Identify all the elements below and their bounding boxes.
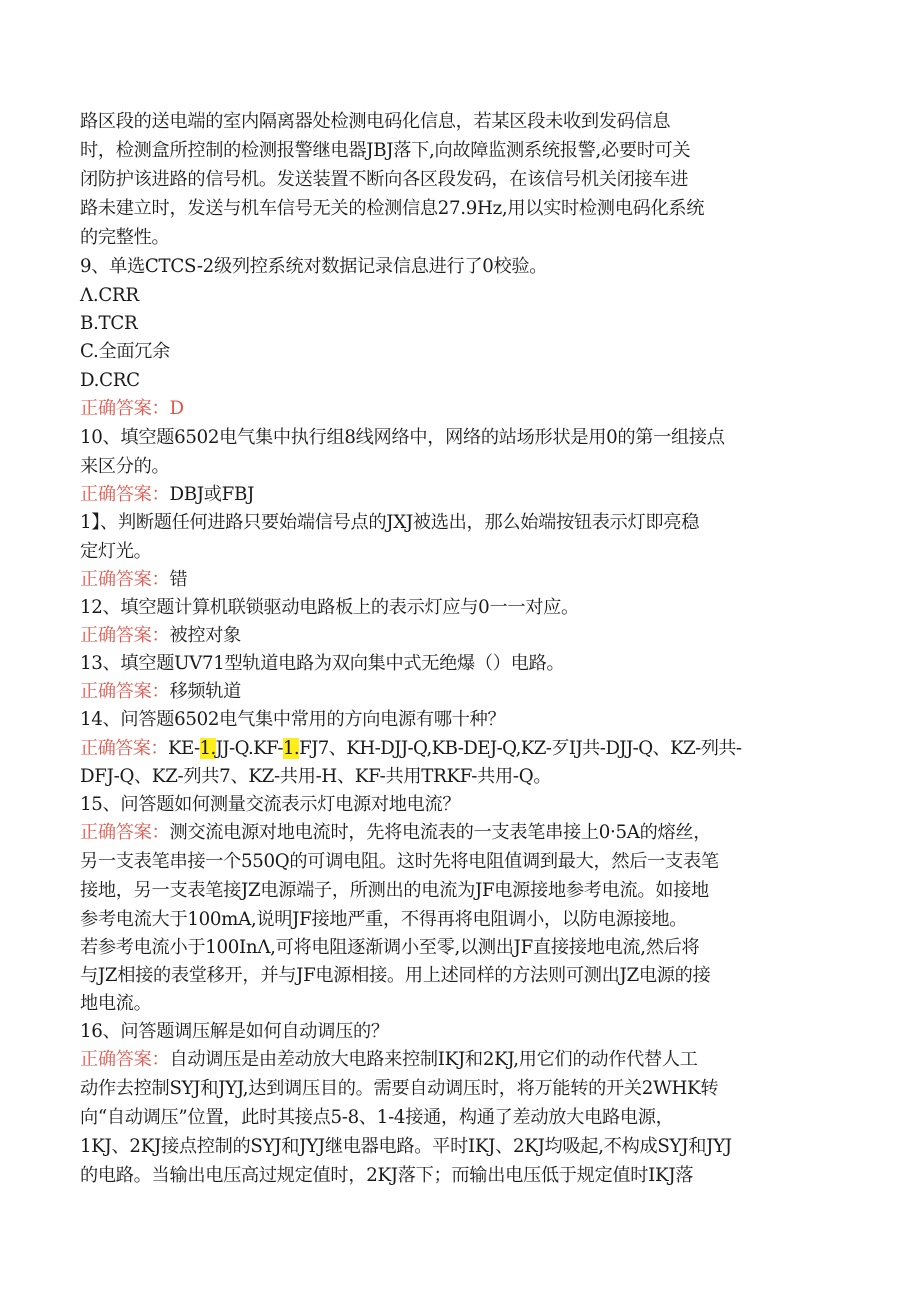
- answer-16-line: 向“自动调压”位置，此时其接点5-8、1-4接通，构通了差动放大电路电源，: [80, 1107, 674, 1128]
- answer-15: [80, 819, 850, 847]
- option-b: B.TCR: [80, 313, 138, 334]
- answer-15-line: 另一支表笔串接一个550Q的可调电阻。这时先将电阻值调到最大，然后一支表笔: [80, 851, 719, 872]
- answer-part: FJ7、KH-DJJ-Q,KB-DEJ-Q,KZ-歹IJ共-DJJ-Q、KZ-列共-: [299, 738, 742, 759]
- answer-label: 正确答案：: [80, 569, 170, 590]
- answer-part: JJ-Q.KF-: [215, 738, 283, 759]
- answer-label: 正确答案：: [80, 822, 170, 843]
- answer-10: [80, 481, 850, 509]
- question-14: 14、问答题6502电气集中常用的方向电源有哪十种？: [80, 709, 506, 730]
- answer-15-line: 参考电流大于100mA,说明JF接地严重，不得再将电阻调小，以防电源接地。: [80, 909, 688, 930]
- answer-16: [80, 1046, 850, 1074]
- option-c: C.全面冗余: [80, 341, 170, 362]
- question-10-line-1: 10、填空题6502电气集中执行组8线网络中，网络的站场形状是用0的第一组接点: [80, 427, 725, 448]
- text-line: 路区段的送电端的室内隔离器处检测电码化信息，若某区段未收到发码信息: [80, 111, 671, 132]
- answer-13: [80, 678, 850, 706]
- question-13: 13、填空题UV71型轨道电路为双向集中式无绝爆（）电路。: [80, 653, 565, 674]
- text-line: 路未建立时，发送与机车信号无关的检测信息27.9Hz,用以实时检测电码化系统: [80, 198, 705, 219]
- answer-14-line-2: DFJ-Q、KZ-列共7、KZ-共用-H、KF-共用TRKF-共用-Q。: [80, 766, 552, 787]
- answer-value: 错: [169, 569, 188, 590]
- answer-16-line: 动作去控制SYJ和JYJ,达到调压目的。需要自动调压时，将万能转的开关2WHK转: [80, 1078, 719, 1099]
- text-line: 闭防护该进路的信号机。发送装置不断向各区段发码，在该信号机关闭接车进: [80, 169, 689, 190]
- option-d: D.CRC: [80, 370, 140, 391]
- highlight: 1.: [199, 738, 216, 759]
- answer-14: [80, 735, 850, 763]
- answer-15-line: 与JZ相接的表堂移开，并与JF电源相接。用上述同样的方法则可测出JZ电源的接: [80, 965, 711, 986]
- highlight: 1.: [282, 738, 300, 759]
- question-10-line-2: 来区分的。: [80, 456, 170, 477]
- answer-9: [80, 395, 850, 423]
- question-15: 15、问答题如何测量交流表示灯电源对地电流？: [80, 794, 461, 815]
- answer-value: D: [169, 398, 184, 419]
- answer-value: 移频轨道: [169, 681, 242, 702]
- answer-16-line: 的电路。当输出电压高过规定值时，2KJ落下；而输出电压低于规定值时IKJ落: [80, 1165, 694, 1186]
- answer-label: 正确答案：: [80, 681, 170, 702]
- answer-12: [80, 622, 850, 650]
- question-11-line-2: 定灯光。: [80, 541, 152, 562]
- question-9: 9、单选CTCS-2级列控系统对数据记录信息进行了0校验。: [80, 256, 548, 277]
- answer-value: 被控对象: [169, 625, 242, 646]
- answer-15-line: 地电流。: [80, 993, 152, 1014]
- answer-label: 正确答案：: [80, 625, 170, 646]
- question-12: 12、填空题计算机联锁驱动电路板上的表示灯应与0一一对应。: [80, 597, 579, 618]
- answer-label: 正确答案：: [80, 398, 170, 419]
- answer-value: 测交流电源对地电流时，先将电流表的一支表笔串接上0·5A的熔丝，: [169, 822, 712, 843]
- text-line: 时，检测盒所控制的检测报警继电器JBJ落下,向故障监测系统报警,必要时可关: [80, 140, 691, 161]
- answer-label: 正确答案：: [80, 738, 168, 759]
- answer-15-line: 若参考电流小于100InΛ,可将电阻逐渐调小至零,以测出JF直接接地电流,然后将: [80, 937, 700, 958]
- answer-11: [80, 566, 850, 594]
- answer-part: KE-: [167, 738, 200, 759]
- answer-value: 自动调压是由差动放大电路来控制IKJ和2KJ,用它们的动作代替人工: [169, 1049, 698, 1070]
- text-line: 的完整性。: [80, 227, 170, 248]
- question-11-line-1: 1】、判断题任何进路只要始端信号点的JXJ被选出，那么始端按钮表示灯即亮稳: [80, 512, 700, 533]
- answer-label: 正确答案：: [80, 484, 170, 505]
- answer-label: 正确答案：: [80, 1049, 170, 1070]
- option-a: Λ.CRR: [80, 285, 139, 306]
- answer-value: DBJ或FBJ: [169, 484, 255, 505]
- answer-15-line: 接地，另一支表笔接JZ电源端子，所测出的电流为JF电源接地参考电流。如接地: [80, 880, 709, 901]
- question-16: 16、问答题调压解是如何自动调压的？: [80, 1021, 389, 1042]
- answer-16-line: 1KJ、2KJ接点控制的SYJ和JYJ继电器电路。平时IKJ、2KJ均吸起,不构成SYJ和JYJ: [80, 1136, 732, 1157]
